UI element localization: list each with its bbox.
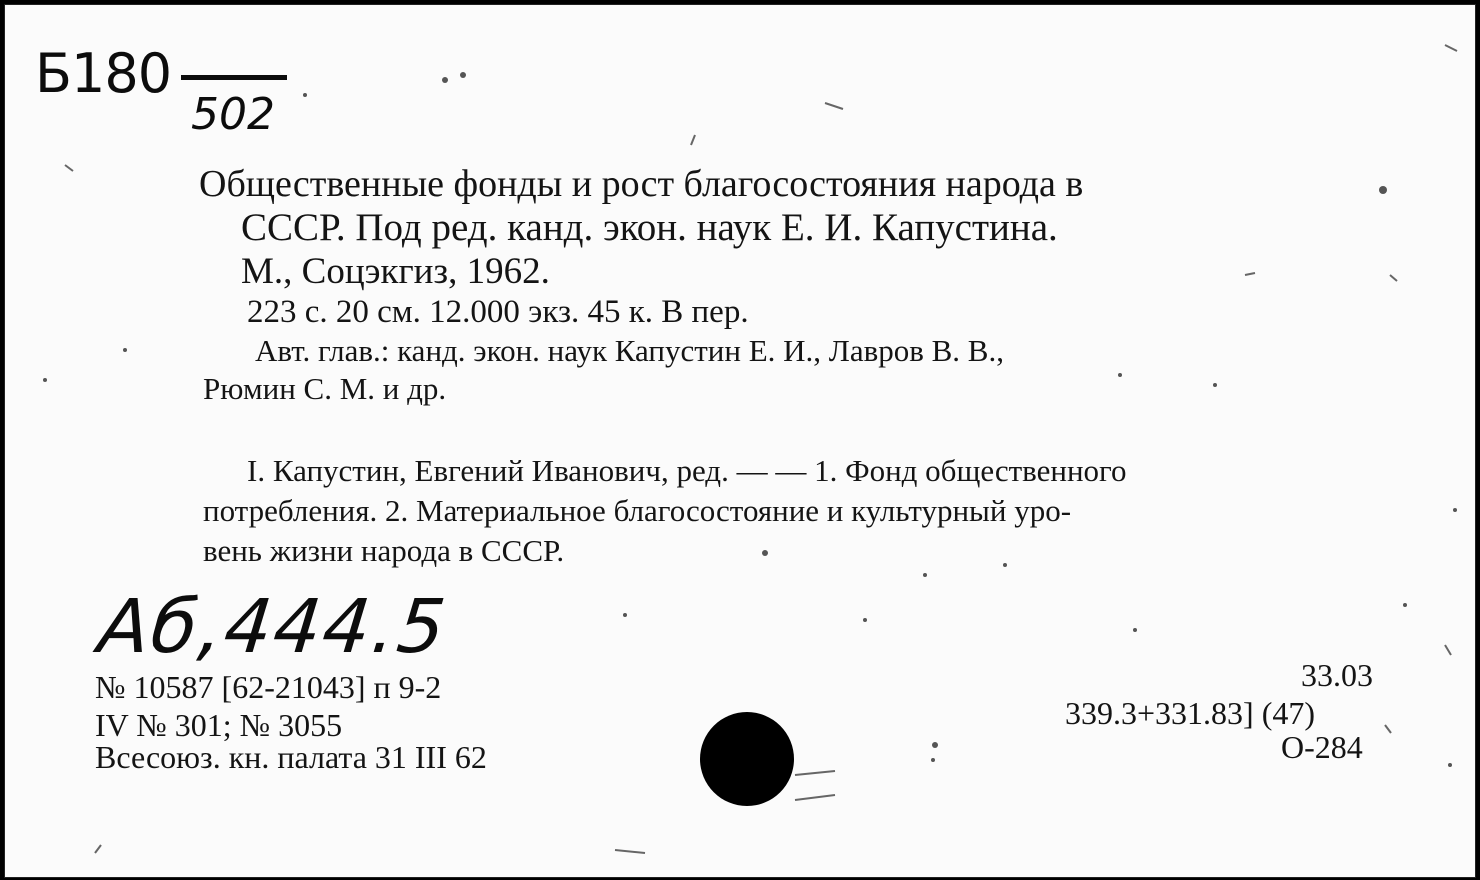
title-line-3: М., Соцэкгиз, 1962. — [241, 251, 550, 292]
record-line-2: IV № 301; № 3055 — [95, 707, 343, 743]
authors-line-2: Рюмин С. М. и др. — [203, 371, 447, 406]
tracings-line-3: вень жизни народа в СССР. — [203, 533, 565, 568]
card-punch-hole — [700, 712, 794, 806]
shelf-mark-sub: 502 — [191, 89, 275, 140]
authors-line-1: Авт. глав.: канд. экон. наук Капустин Е. И., Лавров В. В., — [255, 333, 1004, 368]
classification-line-3: О-284 — [1281, 729, 1363, 765]
shelf-mark-divider — [181, 75, 287, 80]
shelf-mark-number: Б180 — [35, 42, 172, 105]
title-line-1: Общественные фонды и рост благосостояния народа в — [199, 163, 1084, 205]
physical-description: 223 с. 20 см. 12.000 экз. 45 к. В пер. — [247, 294, 749, 330]
record-line-3: Всесоюз. кн. палата 31 III 62 — [95, 739, 487, 775]
title-line-2: СССР. Под ред. канд. экон. наук Е. И. Капустина. — [241, 206, 1058, 249]
classification-line-1: 33.03 — [1301, 657, 1373, 693]
record-line-1: № 10587 [62-21043] п 9-2 — [95, 669, 442, 705]
tracings-line-2: потребления. 2. Материальное благосостояние и культурный уро- — [203, 493, 1072, 528]
classification-line-2: 339.3+331.83] (47) — [1065, 695, 1316, 731]
location-mark: Аб,444.5 — [94, 584, 452, 670]
tracings-line-1: I. Капустин, Евгений Иванович, ред. — — 1. Фонд общественного — [247, 453, 1127, 488]
catalog-card — [4, 4, 1476, 878]
